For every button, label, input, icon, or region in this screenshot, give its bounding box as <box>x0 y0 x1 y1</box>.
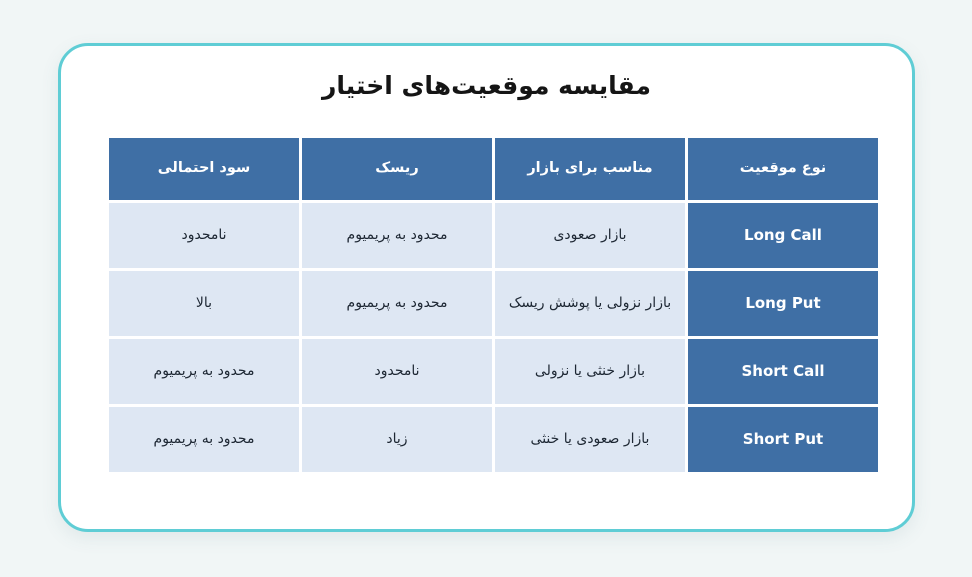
column-header-risk: ریسک <box>302 138 492 200</box>
cell-risk: زیاد <box>302 407 492 472</box>
cell-potential-profit: محدود به پریمیوم <box>109 339 299 404</box>
cell-position-type: Short Put <box>688 407 878 472</box>
cell-position-type: Long Put <box>688 271 878 336</box>
page-title: مقایسه موقعیت‌های اختیار <box>322 71 651 100</box>
cell-suitable-market: بازار خنثی یا نزولی <box>495 339 685 404</box>
cell-suitable-market: بازار نزولی یا پوشش ریسک <box>495 271 685 336</box>
cell-position-type: Short Call <box>688 339 878 404</box>
cell-suitable-market: بازار صعودی یا خنثی <box>495 407 685 472</box>
table-row <box>109 203 878 268</box>
cell-potential-profit: نامحدود <box>109 203 299 268</box>
cell-risk: نامحدود <box>302 339 492 404</box>
cell-position-type: Long Call <box>688 203 878 268</box>
cell-risk: محدود به پریمیوم <box>302 203 492 268</box>
table-header <box>109 138 878 200</box>
column-header-suitable-market: مناسب برای بازار <box>495 138 685 200</box>
table-row <box>109 407 878 472</box>
options-comparison-table <box>106 135 881 475</box>
cell-suitable-market: بازار صعودی <box>495 203 685 268</box>
cell-potential-profit: محدود به پریمیوم <box>109 407 299 472</box>
content-card <box>58 43 915 532</box>
cell-risk: محدود به پریمیوم <box>302 271 492 336</box>
table-row <box>109 339 878 404</box>
column-header-potential-profit: سود احتمالی <box>109 138 299 200</box>
column-header-position-type: نوع موقعیت <box>688 138 878 200</box>
table-row <box>109 271 878 336</box>
table-header-row <box>109 138 878 200</box>
cell-potential-profit: بالا <box>109 271 299 336</box>
table-body <box>109 203 878 472</box>
